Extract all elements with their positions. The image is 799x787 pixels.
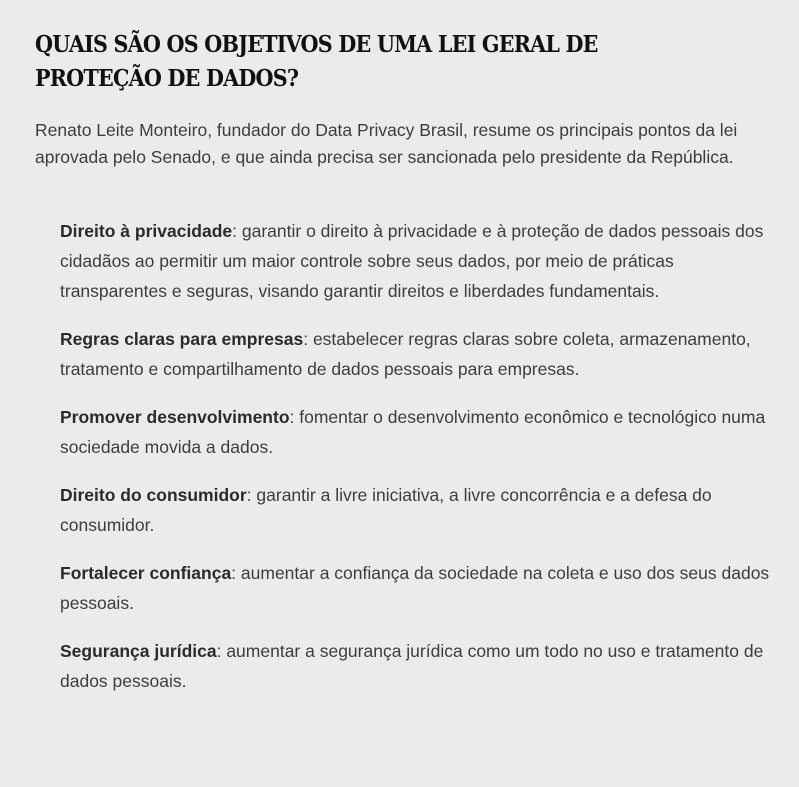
article-title: QUAIS SÃO OS OBJETIVOS DE UMA LEI GERAL DE PROTEÇÃO DE DADOS? (35, 30, 598, 92)
item-description: : estabelecer regras claras sobre coleta, armazenamento, tratamento e compartilhamento de dados pessoais para empresas. (60, 329, 751, 379)
list-item (60, 216, 780, 306)
item-term: Segurança jurídica (60, 641, 217, 661)
item-term: Regras claras para empresas (60, 329, 304, 349)
list-item (60, 324, 780, 384)
list-item (60, 480, 780, 540)
list-item (60, 558, 780, 618)
item-term: Direito à privacidade (60, 221, 233, 241)
item-term: Promover desenvolvimento (60, 407, 290, 427)
item-description: : garantir a livre iniciativa, a livre concorrência e a defesa do consumidor. (60, 485, 712, 535)
item-term: Direito do consumidor (60, 485, 247, 505)
article-intro: Renato Leite Monteiro, fundador do Data Privacy Brasil, resume os principais pontos da lei aprovada pelo Senado, e que ainda precisa ser sancionada pelo presidente da República. (35, 120, 738, 167)
item-description: : aumentar a segurança jurídica como um todo no uso e tratamento de dados pessoais. (60, 641, 764, 691)
item-description: : fomentar o desenvolvimento econômico e tecnológico numa sociedade movida a dados. (60, 407, 766, 457)
list-item (60, 636, 780, 696)
item-term: Fortalecer confiança (60, 563, 232, 583)
item-description: : garantir o direito à privacidade e à proteção de dados pessoais dos cidadãos ao permitir um maior controle sobre seus dados, por meio de práticas transparentes e seguras, visando garantir direitos e liberdades fundamentais. (60, 221, 764, 301)
list-item (60, 402, 780, 462)
item-description: : aumentar a confiança da sociedade na coleta e uso dos seus dados pessoais. (60, 563, 770, 613)
objectives-list (60, 216, 780, 714)
